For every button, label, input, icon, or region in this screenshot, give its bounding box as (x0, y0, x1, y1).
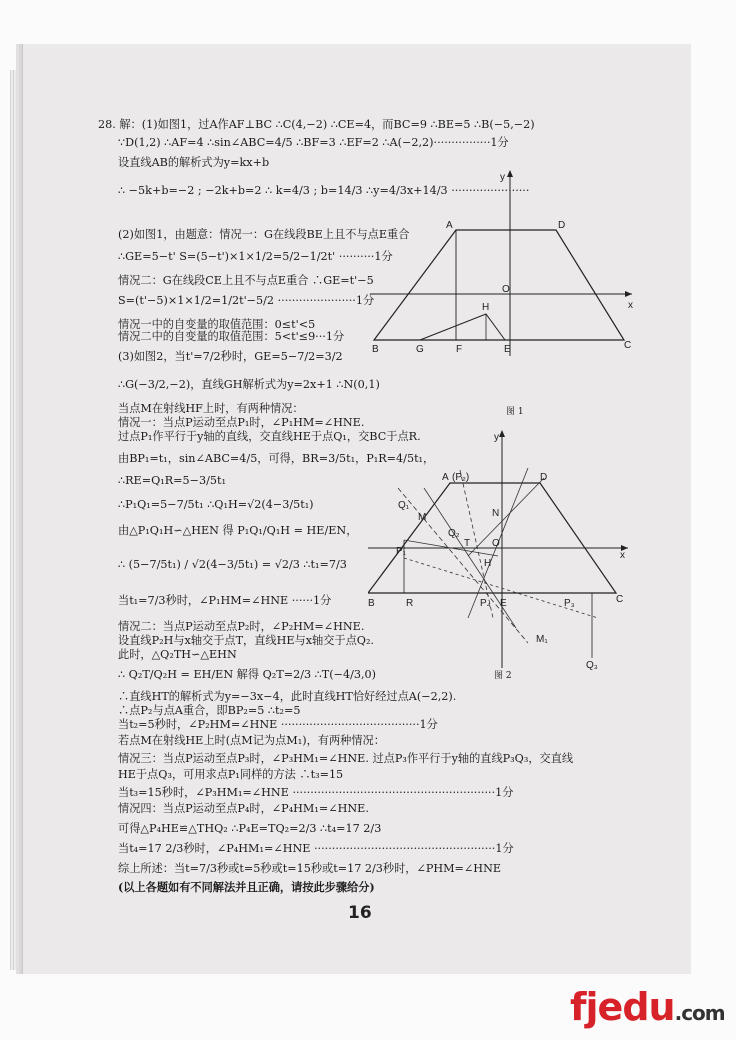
fig2-label-C: C (616, 594, 624, 605)
line-11: (3)如图2，当t'=7/2秒时，GE=5−7/2=3/2 (118, 350, 343, 363)
line-20: ∴ (5−7/5t₁) / √2(4−3/5t₁) = √2/3 ∴t₁=7/3 (118, 558, 347, 571)
line-19: 由△P₁Q₁H∽△HEN 得 P₁Q₁/Q₁H = HE/EN， (118, 524, 358, 537)
line-28: 当t₂=5秒时，∠P₂HM=∠HNE ·······································1分 (118, 718, 438, 731)
figure-2-caption: 图 2 (494, 671, 512, 681)
figure-1-trapezoid (370, 168, 638, 358)
line-36: 综上所述：当t=7/3秒或t=5秒或t=15秒或t=17 2/3秒时，∠PHM=∠HNE (118, 862, 502, 875)
fig2-label-P1: P₁ (396, 546, 407, 557)
line-5: (2)如图1，由题意：情况一：G在线段BE上且不与点E重合 (118, 228, 410, 241)
fig1-label-E: E (504, 344, 511, 355)
line-30: 情况三：当点P运动至点P₃时，∠P₃HM₁=∠HNE. 过点P₃作平行于y轴的直线P₃Q₃，交直线 (118, 752, 574, 765)
fig2-label-B: B (368, 598, 375, 609)
line-34: 可得△P₄HE≌△THQ₂ ∴P₄E=TQ₂=2/3 ∴t₄=17 2/3 (118, 822, 382, 835)
line-3: 设直线AB的解析式为y=kx+b (118, 156, 270, 169)
fig1-label-C: C (624, 340, 632, 351)
fig2-label-M1: M₁ (536, 634, 548, 645)
fig2-label-H: H (484, 558, 492, 569)
line-2: ∵D(1,2) ∴AF=4 ∴sin∠ABC=4/5 ∴BF=3 ∴EF=2 ∴A(−2,2)················1分 (118, 136, 509, 149)
page-stack-edge (10, 70, 22, 970)
fig2-label-E: E (500, 598, 507, 609)
line-22: 情况二：当点P运动至点P₂时，∠P₂HM=∠HNE. (118, 620, 365, 633)
line-16: 由BP₁=t₁，sin∠ABC=4/5，可得，BR=3/5t₁，P₁R=4/5t₁， (118, 452, 435, 465)
fig2-label-T: T (464, 538, 471, 549)
fig1-label-B: B (372, 344, 379, 355)
fig2-label-P3: P₃ (564, 598, 575, 609)
line-26: ∴直线HT的解析式为y=−3x−4，此时直线HT恰好经过点A(−2,2). (118, 690, 457, 703)
fig1-label-F: F (456, 344, 463, 355)
line-31: HE于点Q₃，可用求点P₁同样的方法 ∴t₃=15 (118, 768, 344, 781)
page-number: 16 (348, 903, 372, 923)
line-24: 此时，△Q₂TH∽△EHN (118, 648, 237, 661)
line-1: 28. 解：(1)如图1，过A作AF⊥BC ∴C(4,−2) ∴CE=4，而BC=9 ∴BE=5 ∴B(−5,−2) (98, 118, 535, 131)
line-15: 过点P₁作平行于y轴的直线，交直线HE于点Q₁，交BC于点R. (118, 430, 421, 443)
fig2-label-O: O (492, 538, 500, 549)
fig1-label-x: x (628, 300, 633, 311)
line-6: ∴GE=5−t' S=(5−t')×1×1/2=5/2−1/2t' ··········1分 (118, 250, 393, 263)
fig1-label-H: H (482, 302, 490, 313)
fig2-label-M: M (418, 512, 427, 523)
fig2-label-x: x (620, 550, 625, 561)
line-37: (以上各题如有不同解法并且正确，请按此步骤给分) (118, 880, 375, 894)
fig1-label-y: y (500, 172, 505, 183)
fig2-label-y: y (494, 432, 499, 443)
line-27: ∴点P₂与点A重合，即BP₂=5 ∴t₂=5 (118, 704, 301, 717)
fig2-label-A: A (442, 472, 449, 483)
line-4: ∴ −5k+b=−2 ; −2k+b=2 ∴ k=4/3 ; b=14/3 ∴y=4/3x+14/3 ······················ (118, 184, 530, 197)
line-10: 情况二中的自变量的取值范围：5<t'≤9···1分 (118, 330, 345, 343)
fig2-label-Q1: Q₁ (398, 500, 410, 511)
line-7: 情况二：G在线段CE上且不与点E重合 ∴GE=t'−5 (118, 274, 374, 287)
fig2-label-Q3: Q₃ (586, 660, 598, 671)
fig2-label-R: R (406, 598, 414, 609)
fig2-label-P2: (P₂) (452, 472, 470, 483)
fig1-label-A: A (446, 220, 453, 231)
fig1-label-O: O (502, 284, 510, 295)
line-12: ∴G(−3/2,−2)，直线GH解析式为y=2x+1 ∴N(0,1) (118, 378, 380, 391)
fig2-label-N: N (492, 508, 500, 519)
watermark-logo (570, 985, 725, 1029)
line-23: 设直线P₂H与x轴交于点T，直线HE与x轴交于点Q₂. (118, 634, 374, 647)
fig1-label-D: D (558, 220, 566, 231)
line-25: ∴ Q₂T/Q₂H = EH/EN 解得 Q₂T=2/3 ∴T(−4/3,0) (118, 668, 377, 681)
watermark-suffix: .com (674, 1001, 725, 1025)
line-14: 情况一：当点P运动至点P₁时，∠P₁HM=∠HNE. (118, 416, 365, 429)
watermark-main: fjedu (570, 985, 675, 1029)
line-18: ∴P₁Q₁=5−7/5t₁ ∴Q₁H=√2(4−3/5t₁) (118, 498, 314, 511)
line-29: 若点M在射线HE上时(点M记为点M₁)，有两种情况： (118, 734, 385, 747)
fig2-label-P4: P₄ (480, 598, 491, 609)
figure-1-caption: 图 1 (506, 407, 524, 417)
line-13: 当点M在射线HF上时，有两种情况： (118, 402, 304, 415)
fig1-label-G: G (416, 344, 424, 355)
line-8: S=(t'−5)×1×1/2=1/2t'−5/2 ······················1分 (118, 294, 375, 307)
line-21: 当t₁=7/3秒时，∠P₁HM=∠HNE ······1分 (118, 594, 332, 607)
line-35: 当t₄=17 2/3秒时，∠P₄HM₁=∠HNE ···················································1分 (118, 842, 514, 855)
line-17: ∴RE=Q₁R=5−3/5t₁ (118, 474, 227, 487)
fig2-label-D: D (540, 472, 548, 483)
line-33: 情况四：当点P运动至点P₄时，∠P₄HM₁=∠HNE. (118, 802, 369, 815)
line-32: 当t₃=15秒时，∠P₃HM₁=∠HNE ·························································1分 (118, 786, 514, 799)
figure-2-trapezoid (368, 428, 630, 674)
fig2-label-Q2: Q₂ (448, 528, 460, 539)
line-9: 情况一中的自变量的取值范围：0≤t'<5 (118, 318, 316, 331)
